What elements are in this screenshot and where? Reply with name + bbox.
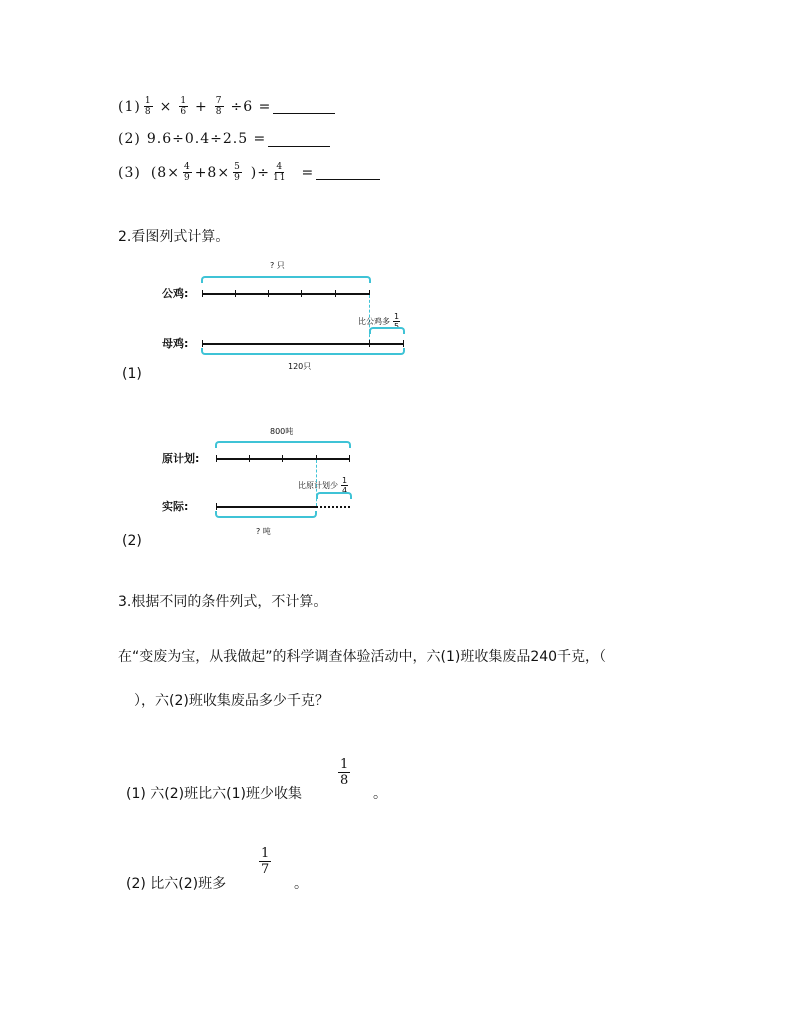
d1-row2-label: 母鸡: (162, 337, 189, 350)
q3-frac1: $\frac{4}{9}$ (183, 162, 191, 183)
d1-bottom-label: 120只 (288, 362, 312, 371)
d1-row1-label: 公鸡: (162, 287, 189, 300)
d1-bottom-brace (201, 348, 405, 355)
d2-top-brace (215, 441, 351, 448)
d1-top-label: ? 只 (270, 261, 285, 270)
section3-line2: ），六(2)班收集废品多少千克？ (134, 693, 329, 709)
q1-answer-blank[interactable] (273, 99, 335, 114)
condition-2-end: 。 (294, 876, 308, 892)
section2-title: 2.看图列式计算。 (118, 229, 230, 245)
d1-hen-bar (202, 343, 404, 345)
d2-row1-label: 原计划: (162, 452, 200, 465)
diagram-plan-actual (150, 420, 430, 550)
condition-1-fraction: 1 8 (340, 757, 349, 788)
condition-2: (2) 比六(2)班多 (126, 876, 227, 892)
d2-number: (2) (122, 533, 142, 549)
d1-extra-brace (369, 327, 405, 334)
calc-q2 (118, 131, 330, 147)
condition-1: (1) 六(2)班比六(1)班少收集 (126, 786, 302, 802)
d2-top-label: 800吨 (270, 427, 294, 436)
section3-title: 3.根据不同的条件列式，不计算。 (118, 594, 328, 610)
calc-q3: (3) (8× $\frac{4}{9}$ +8× $\frac{5}{9}$ )÷ $\frac{4}{11}$ = (118, 162, 380, 183)
d2-bottom-label: ? 吨 (256, 527, 271, 536)
diagram-roosters-hens (150, 255, 430, 390)
q3-frac3: $\frac{4}{11}$ (273, 162, 287, 183)
d1-top-brace (201, 276, 371, 283)
d2-less-brace (316, 492, 352, 499)
condition-1-end: 。 (373, 786, 387, 802)
d1-number: (1) (122, 366, 142, 382)
q1-frac1: $\frac{1}{8}$ (144, 96, 152, 117)
d2-dotted-segment (316, 506, 350, 508)
calc-q1: (1) $\frac{1}{8}$ × $\frac{1}{6}$ + $\frac{7}{8}$ ÷6 = (118, 96, 335, 117)
q1-frac3: $\frac{7}{8}$ (215, 96, 223, 117)
q2-expression: 9.6÷0.4÷2.5 = (146, 131, 267, 147)
q2-answer-blank[interactable] (268, 132, 330, 147)
q3-frac2: $\frac{5}{9}$ (234, 162, 241, 183)
q1-label: (1) (118, 98, 141, 115)
d2-row2-label: 实际: (162, 500, 189, 513)
q3-answer-blank[interactable] (316, 165, 380, 180)
condition-2-fraction: 1 7 (261, 846, 270, 877)
section3-line1: 在“变废为宝，从我做起”的科学调查体验活动中，六(1)班收集废品240千克，（ (118, 649, 607, 665)
d1-side-text: 比公鸡多 $\frac{1}{5}$ (358, 312, 400, 331)
d2-bottom-brace (215, 511, 317, 518)
d1-rooster-bar (202, 293, 370, 295)
d2-side-text: 比原计划少 $\frac{1}{4}$ (298, 476, 348, 495)
q1-frac2: $\frac{1}{6}$ (180, 96, 188, 117)
q3-label: (3) (118, 164, 141, 181)
d2-actual-bar (216, 506, 316, 508)
d2-plan-bar (216, 458, 350, 460)
q2-label: (2) (118, 131, 141, 147)
